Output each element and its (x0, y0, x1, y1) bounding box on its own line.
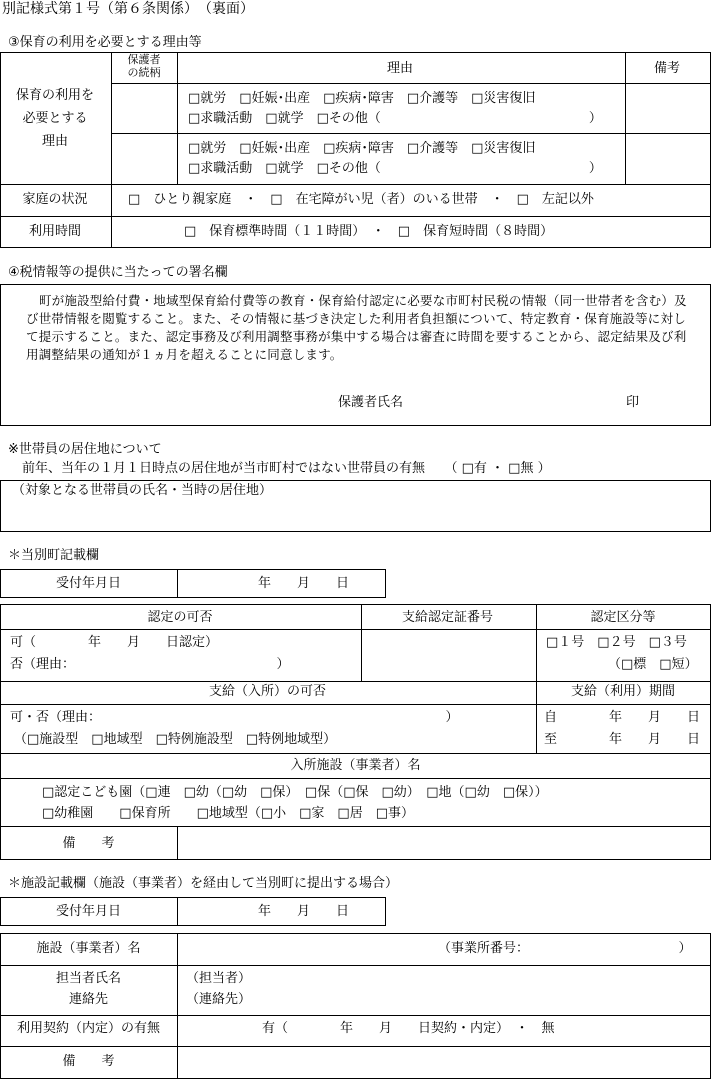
reason-row-label-3: 理由 (41, 134, 68, 149)
supply-label: 支給（入所）の可否 (208, 684, 326, 699)
time-options[interactable]: □ 保育標準時間（１１時間） ・ □ 保育短時間（８時間） (184, 224, 554, 239)
residence-heading: ※世帯員の居住地について (8, 442, 162, 457)
time-label: 利用時間 (28, 224, 81, 239)
col-guardian-2: の続柄 (127, 66, 161, 79)
consent-text: 町が施設型給付費・地域型保育給付費等の教育・保育給付認定に必要な市町村民税の情報（同一世帯者を含む）及び世帯情報を閲覧すること。また、その情報に基づき決定した利用者負担額について、特定教育・保育施設等に対して提示すること。また、認定事務及び利用調整事務が集中する場合は審査に時間を要することから、認定結果及び利用調整結果の通知が１ヵ月を超えることに同意します。 (26, 293, 687, 362)
office-number[interactable]: （事業所番号： ） (438, 941, 692, 956)
contract-label: 利用契約（内定）の有無 (16, 1021, 160, 1036)
facility-received-date[interactable]: 年 月 日 (258, 904, 350, 919)
town-note-label: 備 考 (62, 836, 115, 851)
town-heading: ＊当別町記載欄 (8, 548, 100, 563)
seal-mark: 印 (626, 395, 640, 410)
section3-heading: ③保育の利用を必要とする理由等 (8, 35, 202, 50)
cert-class-options[interactable]: □１号 □２号 □３号 (546, 635, 687, 650)
cert-class-label: 認定区分等 (590, 610, 656, 625)
town-received-label: 受付年月日 (55, 576, 121, 591)
cert-number-label: 支給認定証番号 (401, 610, 493, 625)
reason-options-b2[interactable]: □求職活動 □就学 □その他（ ） (188, 161, 602, 176)
town-received-date[interactable]: 年 月 日 (258, 576, 350, 591)
contract-value[interactable]: 有（ 年 月 日契約・内定） ・ 無 (262, 1021, 555, 1036)
reason-row-label-2: 必要とする (22, 111, 88, 126)
staff-name-value[interactable]: （担当者） (186, 971, 252, 986)
col-reason: 理由 (386, 61, 413, 76)
family-label: 家庭の状況 (22, 192, 88, 207)
period-from[interactable]: 自 年 月 日 (544, 710, 701, 725)
facility-type-options-2[interactable]: □幼稚園 □保育所 □地域型（□小 □家 □居 □事） (42, 806, 414, 821)
period-label: 支給（利用）期間 (570, 684, 675, 699)
facility-name-label: 入所施設（事業者）名 (290, 758, 421, 773)
reason-row-label-1: 保育の利用を (15, 88, 94, 103)
facility-name-row-label: 施設（事業者）名 (36, 941, 141, 956)
cert-no[interactable]: 否（理由： ） (10, 657, 290, 672)
reason-options-b1[interactable]: □就労 □妊娠･出産 □疾病･障害 □介護等 □災害復旧 (188, 141, 536, 156)
supply-type-options[interactable]: （□施設型 □地域型 □特例施設型 □特例地域型） (14, 732, 337, 747)
cert-time-options[interactable]: （□標 □短） (608, 657, 698, 672)
residence-question[interactable]: 前年、当年の１月１日時点の居住地が当市町村ではない世帯員の有無 （ □有 ・ □無 ） (22, 461, 551, 476)
cert-label: 認定の可否 (147, 610, 213, 625)
col-note: 備考 (653, 61, 680, 76)
col-guardian-1: 保護者 (127, 53, 161, 66)
facility-section-heading: ＊施設記載欄（施設（事業者）を経由して当別町に提出する場合） (8, 876, 399, 891)
residence-box-label: （対象となる世帯員の氏名・当時の居住地） (12, 483, 273, 498)
facility-note-label: 備 考 (62, 1054, 115, 1069)
supply-reason[interactable]: 可・否（理由： ） (10, 710, 459, 725)
family-options[interactable]: □ ひとり親家庭 ・ □ 在宅障がい児（者）のいる世帯 ・ □ 左記以外 (128, 192, 594, 207)
reason-options-a2[interactable]: □求職活動 □就学 □その他（ ） (188, 111, 602, 126)
reason-options-a1[interactable]: □就労 □妊娠･出産 □疾病･障害 □介護等 □災害復旧 (188, 91, 536, 106)
staff-contact-label: 連絡先 (68, 992, 108, 1007)
staff-name-label: 担当者氏名 (55, 971, 121, 986)
staff-contact-value[interactable]: （連絡先） (186, 992, 252, 1007)
form-title: 別記様式第１号（第６条関係） （裏面） (2, 1, 254, 17)
period-to[interactable]: 至 年 月 日 (544, 732, 701, 747)
facility-received-label: 受付年月日 (55, 904, 121, 919)
section4-heading: ④税情報等の提供に当たっての署名欄 (8, 265, 228, 280)
guardian-name-label: 保護者氏名 (338, 395, 404, 410)
facility-type-options-1[interactable]: □認定こども園（□連 □幼（□幼 □保） □保（□保 □幼） □地（□幼 □保）） (42, 785, 548, 800)
cert-yes[interactable]: 可（ 年 月 日認定） (10, 635, 219, 650)
